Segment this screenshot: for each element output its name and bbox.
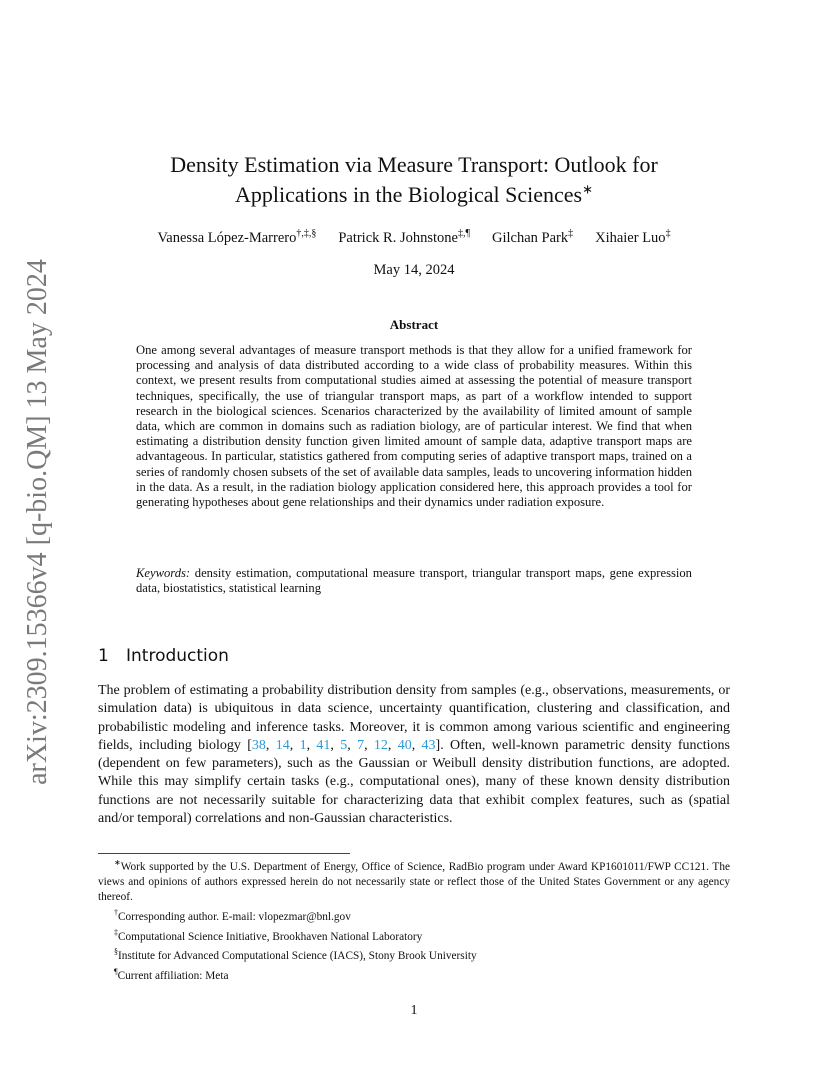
arxiv-identifier: arXiv:2309.15366v4 [q-bio.QM] 13 May 2024	[22, 259, 54, 785]
title-footnote-mark: ∗	[582, 181, 593, 197]
footnotes	[98, 855, 730, 984]
author-affiliation-marks: ‡,¶	[457, 228, 470, 239]
footnote: §Institute for Advanced Computational Science (IACS), Stony Brook University	[114, 947, 477, 963]
introduction-paragraph	[98, 682, 730, 828]
section-number: 1	[98, 646, 109, 666]
paper-title	[98, 150, 730, 210]
citation-link[interactable]: 14	[275, 737, 290, 753]
footnote: †Corresponding author. E-mail: vlopezmar@bnl.gov	[114, 907, 351, 923]
citation-link[interactable]: 5	[340, 737, 348, 753]
author-list	[98, 228, 730, 247]
author: Vanessa López-Marrero†,‡,§	[157, 228, 317, 246]
title-line-2: Applications in the Biological Sciences∗	[235, 181, 593, 207]
footnote-divider	[98, 853, 350, 854]
citation-link[interactable]: 41	[316, 737, 331, 753]
citation-link[interactable]: 38	[251, 737, 266, 753]
section-heading-introduction	[98, 646, 229, 666]
abstract-heading: Abstract	[389, 317, 439, 332]
intro-text-after: ]. Often, well-known parametric density functions (dependent on few parameters), such as the Gaussian or Weibull density distribution functions, are adopted. While this may simplify certain tasks (e.g., computational ones), many of these known density distribution functions are not necessarily suitable for characterizing data that exhibit complex features, such as (spatial and/or temporal) correlations and non-Gaussian characteristics.	[98, 737, 730, 827]
title-line-1: Density Estimation via Measure Transport: Outlook for	[170, 152, 658, 177]
keywords-text: density estimation, computational measure transport, triangular transport maps, gene expression data, biostatistics, statistical learning	[136, 566, 692, 596]
citation-link[interactable]: 43	[421, 737, 436, 753]
author-affiliation-marks: †,‡,§	[296, 228, 317, 239]
arxiv-sidebar	[16, 256, 60, 788]
citation-link[interactable]: 12	[373, 737, 388, 753]
abstract-text: One among several advantages of measure transport methods is that they allow for a unified framework for processing and analysis of data distributed according to a wide class of probability measures. Within this context, we present results from computational studies aimed at assessing the potential of measure transport techniques, specifically, the use of triangular transport maps, as part of a workflow intended to support research in the biological sciences. Scenarios characterized by the availability of limited amount of sample data, which are common in domains such as radiation biology, are of particular interest. We find that when estimating a distribution density function given limited amount of sample data, adaptive transport maps are advantageous. In particular, statistics gathered from computing series of adaptive transport maps, trained on a series of randomly chosen subsets of the set of available data samples, leads to uncovering information hidden in the data. As a result, in the radiation biology application considered here, this approach provides a tool for generating hypotheses about gene relationships and their dynamics under radiation exposure.	[136, 343, 692, 510]
citation-link[interactable]: 40	[397, 737, 412, 753]
footnote: ∗Work supported by the U.S. Department of Energy, Office of Science, RadBio program under Award KP1601011/FWP CC121. The views and opinions of authors expressed herein do not necessarily state or reflect those of the United States Government or any agency thereof.	[98, 858, 730, 903]
footnote: ‡Computational Science Initiative, Brookhaven National Laboratory	[114, 927, 423, 943]
publication-date: May 14, 2024	[373, 262, 455, 278]
citation-link[interactable]: 7	[357, 737, 365, 753]
author-affiliation-marks: ‡	[665, 228, 671, 239]
author: Xihaier Luo‡	[595, 228, 671, 246]
page-number: 1	[410, 1003, 418, 1018]
author: Gilchan Park‡	[491, 228, 574, 246]
intro-text-before: The problem of estimating a probability distribution density from samples (e.g., observations, measurements, or simulation data) is ubiquitous in data science, uncertainty quantification, clustering and classification, and probabilistic modeling and inference tasks. Moreover, it is common among various scientific and engineering fields, including biology [	[98, 683, 730, 753]
footnote: ¶Current affiliation: Meta	[114, 967, 229, 982]
citation-link[interactable]: 1	[299, 737, 307, 753]
keywords-label: Keywords:	[136, 566, 191, 580]
citation-list: 38, 14, 1, 41, 5, 7, 12, 40, 43	[251, 737, 436, 753]
section-title: Introduction	[126, 646, 229, 666]
author: Patrick R. Johnstone‡,¶	[338, 228, 470, 246]
author-affiliation-marks: ‡	[568, 228, 574, 239]
keywords	[136, 566, 692, 596]
